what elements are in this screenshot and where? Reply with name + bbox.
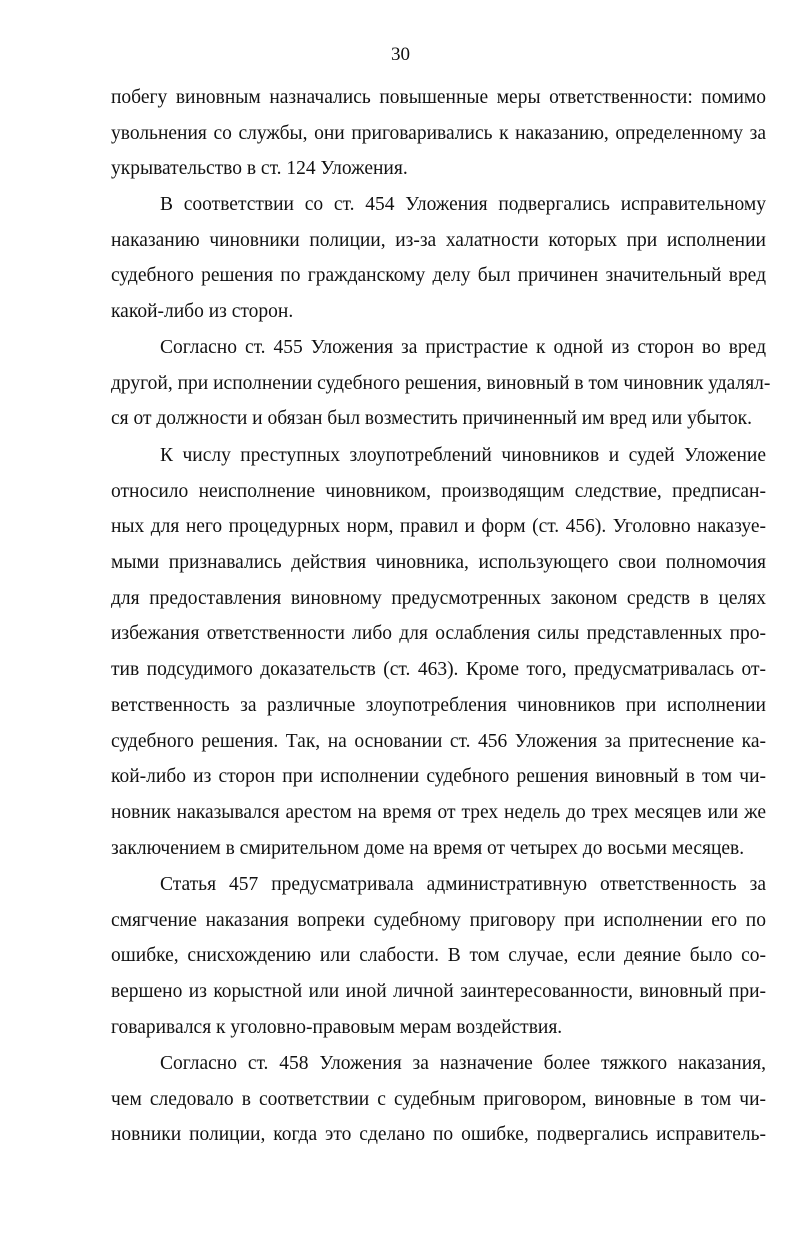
text-line: новник наказывался арестом на время от трех недель до трех месяцев или же xyxy=(111,802,766,823)
text-line: увольнения со службы, они приговаривались к наказанию, определенному за xyxy=(111,123,766,144)
text-line: Согласно ст. 455 Уложения за пристрастие к одной из сторон во вред xyxy=(160,337,766,358)
page-number: 30 xyxy=(391,44,410,65)
text-line: Согласно ст. 458 Уложения за назначение более тяжкого наказания, xyxy=(160,1053,766,1074)
text-line: мыми признавались действия чиновника, использующего свои полномочия xyxy=(111,552,766,573)
text-line: кой-либо из сторон при исполнении судебного решения виновный в том чи- xyxy=(111,766,766,787)
text-line: Статья 457 предусматривала административную ответственность за xyxy=(160,874,766,895)
text-line: говаривался к уголовно-правовым мерам воздействия. xyxy=(111,1017,563,1038)
text-line: укрывательство в ст. 124 Уложения. xyxy=(111,158,408,179)
text-line: смягчение наказания вопреки судебному приговору при исполнении его по xyxy=(111,910,766,931)
text-line: вершено из корыстной или иной личной заинтересованности, виновный при- xyxy=(111,981,766,1002)
text-line: заключением в смирительном доме на время от четырех до восьми месяцев. xyxy=(111,838,745,859)
text-line: К числу преступных злоупотреблений чиновников и судей Уложение xyxy=(160,445,766,466)
text-line: побегу виновным назначались повышенные меры ответственности: помимо xyxy=(111,87,766,108)
text-line: тив подсудимого доказательств (ст. 463). Кроме того, предусматривалась от- xyxy=(111,659,766,680)
text-line: В соответствии со ст. 454 Уложения подвергались исправительному xyxy=(160,194,766,215)
text-line: ных для него процедурных норм, правил и форм (ст. 456). Уголовно наказуе- xyxy=(111,516,766,537)
text-line: для предоставления виновному предусмотренных законом средств в целях xyxy=(111,588,766,609)
text-line: другой, при исполнении судебного решения, виновный в том чиновник удалял- xyxy=(111,373,771,394)
text-line: относило неисполнение чиновником, производящим следствие, предписан- xyxy=(111,481,766,502)
text-line: чем следовало в соответствии с судебным приговором, виновные в том чи- xyxy=(111,1089,766,1110)
text-line: избежания ответственности либо для ослабления силы представленных про- xyxy=(111,623,766,644)
text-line: новники полиции, когда это сделано по ошибке, подвергались исправитель- xyxy=(111,1124,766,1145)
text-line: ся от должности и обязан был возместить причиненный им вред или убыток. xyxy=(111,408,752,429)
text-line: судебного решения по гражданскому делу был причинен значительный вред xyxy=(111,265,766,286)
text-line: какой-либо из сторон. xyxy=(111,301,294,322)
text-line: наказанию чиновники полиции, из-за халатности которых при исполнении xyxy=(111,230,766,251)
text-line: судебного решения. Так, на основании ст. 456 Уложения за притеснение ка- xyxy=(111,731,766,752)
text-line: ветственность за различные злоупотребления чиновников при исполнении xyxy=(111,695,766,716)
text-line: ошибке, снисхождению или слабости. В том случае, если деяние было со- xyxy=(111,945,766,966)
